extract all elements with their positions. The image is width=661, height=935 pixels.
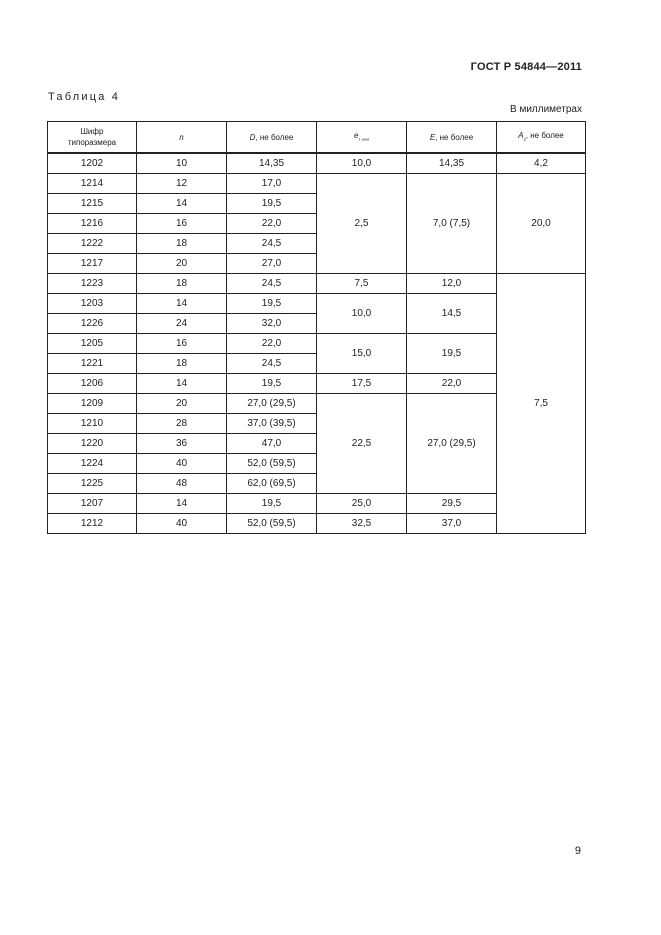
cell-a: 7,5 [497, 274, 586, 534]
cell-e1: 10,0 [317, 294, 407, 334]
page-number: 9 [574, 845, 581, 857]
cell-d: 19,5 [227, 374, 317, 394]
header-a-sub: p [523, 136, 526, 142]
header-e1 [317, 122, 407, 154]
header-e-var: E [429, 132, 436, 142]
cell-n: 36 [137, 434, 227, 454]
cell-d: 22,0 [227, 214, 317, 234]
cell-n: 40 [137, 454, 227, 474]
cell-code: 1224 [48, 454, 137, 474]
header-a-rest: , не более [525, 130, 564, 140]
cell-code: 1223 [48, 274, 137, 294]
cell-e1: 22,5 [317, 394, 407, 494]
header-e [407, 122, 497, 154]
cell-e1: 2,5 [317, 174, 407, 274]
cell-e1: 7,5 [317, 274, 407, 294]
header-code-line1: Шифр [80, 127, 104, 136]
units-note: В миллиметрах [510, 104, 582, 115]
table-row [48, 153, 586, 174]
cell-code: 1203 [48, 294, 137, 314]
cell-code: 1207 [48, 494, 137, 514]
cell-n: 18 [137, 354, 227, 374]
cell-n: 14 [137, 294, 227, 314]
table-row [48, 274, 586, 294]
cell-e: 12,0 [407, 274, 497, 294]
cell-d: 14,35 [227, 153, 317, 174]
cell-n: 14 [137, 374, 227, 394]
header-n [137, 122, 227, 154]
cell-code: 1220 [48, 434, 137, 454]
header-d-var: D [249, 132, 256, 142]
cell-code: 1226 [48, 314, 137, 334]
header-e-rest: , не более [435, 132, 474, 142]
cell-d: 24,5 [227, 354, 317, 374]
header-d [227, 122, 317, 154]
cell-code: 1209 [48, 394, 137, 414]
cell-code: 1215 [48, 194, 137, 214]
cell-d: 17,0 [227, 174, 317, 194]
cell-n: 14 [137, 494, 227, 514]
cell-n: 12 [137, 174, 227, 194]
cell-n: 18 [137, 274, 227, 294]
header-a [497, 122, 586, 154]
cell-e: 29,5 [407, 494, 497, 514]
cell-code: 1202 [48, 153, 137, 174]
dimensions-table [47, 121, 586, 534]
cell-code: 1216 [48, 214, 137, 234]
cell-code: 1206 [48, 374, 137, 394]
cell-a: 20,0 [497, 174, 586, 274]
cell-n: 16 [137, 214, 227, 234]
cell-d: 32,0 [227, 314, 317, 334]
cell-code: 1205 [48, 334, 137, 354]
cell-code: 1210 [48, 414, 137, 434]
cell-code: 1214 [48, 174, 137, 194]
table-row [48, 174, 586, 194]
cell-e1: 17,5 [317, 374, 407, 394]
cell-n: 16 [137, 334, 227, 354]
cell-code: 1221 [48, 354, 137, 374]
cell-a: 4,2 [497, 153, 586, 174]
cell-code: 1225 [48, 474, 137, 494]
header-e1-sub: 1 ном [358, 136, 369, 142]
cell-e1: 15,0 [317, 334, 407, 374]
cell-e: 19,5 [407, 334, 497, 374]
header-a-var: A [518, 130, 524, 140]
cell-e: 22,0 [407, 374, 497, 394]
cell-code: 1217 [48, 254, 137, 274]
cell-d: 19,5 [227, 194, 317, 214]
cell-d: 27,0 [227, 254, 317, 274]
table-header-row [48, 122, 586, 154]
cell-e1: 10,0 [317, 153, 407, 174]
cell-n: 40 [137, 514, 227, 534]
cell-d: 27,0 (29,5) [227, 394, 317, 414]
cell-e: 14,35 [407, 153, 497, 174]
cell-n: 28 [137, 414, 227, 434]
cell-n: 48 [137, 474, 227, 494]
cell-n: 20 [137, 394, 227, 414]
cell-d: 37,0 (39,5) [227, 414, 317, 434]
cell-d: 19,5 [227, 494, 317, 514]
cell-n: 24 [137, 314, 227, 334]
cell-code: 1212 [48, 514, 137, 534]
cell-n: 10 [137, 153, 227, 174]
cell-d: 62,0 (69,5) [227, 474, 317, 494]
cell-d: 24,5 [227, 274, 317, 294]
cell-d: 47,0 [227, 434, 317, 454]
table-caption: Таблица 4 [48, 91, 121, 103]
cell-n: 18 [137, 234, 227, 254]
header-n-var: n [179, 132, 184, 142]
cell-e: 14,5 [407, 294, 497, 334]
cell-e1: 25,0 [317, 494, 407, 514]
cell-d: 52,0 (59,5) [227, 454, 317, 474]
header-code [48, 122, 137, 154]
header-code-line2: типоразмера [67, 138, 117, 147]
cell-d: 19,5 [227, 294, 317, 314]
cell-d: 24,5 [227, 234, 317, 254]
header-d-rest: , не более [255, 132, 294, 142]
header-e1-var: e [354, 130, 359, 140]
cell-n: 14 [137, 194, 227, 214]
cell-code: 1222 [48, 234, 137, 254]
cell-e: 7,0 (7,5) [407, 174, 497, 274]
cell-d: 22,0 [227, 334, 317, 354]
cell-e: 27,0 (29,5) [407, 394, 497, 494]
cell-e1: 32,5 [317, 514, 407, 534]
cell-e: 37,0 [407, 514, 497, 534]
cell-n: 20 [137, 254, 227, 274]
cell-d: 52,0 (59,5) [227, 514, 317, 534]
standard-code: ГОСТ Р 54844—2011 [470, 61, 582, 73]
